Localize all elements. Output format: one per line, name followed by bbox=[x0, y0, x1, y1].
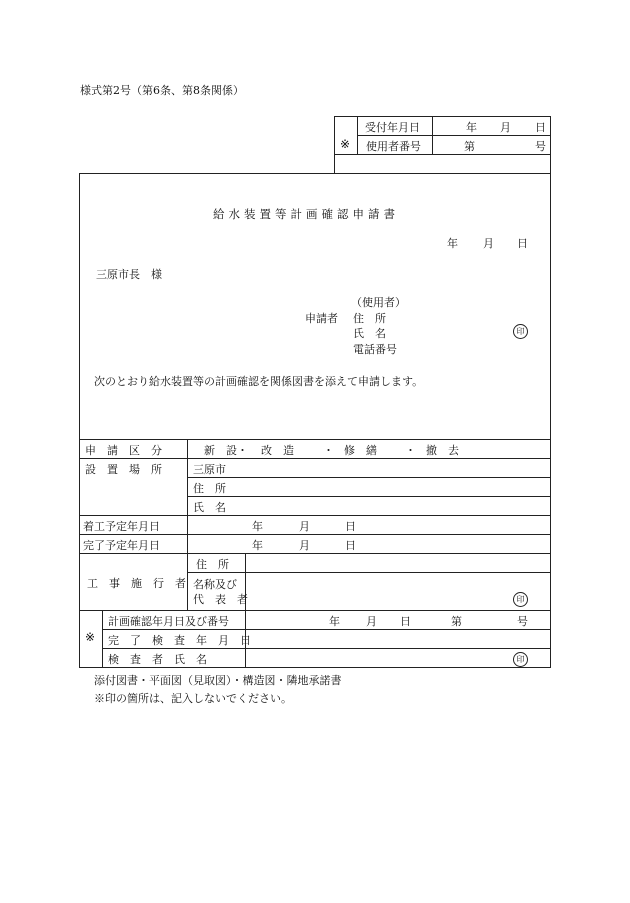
receipt-day: 日 bbox=[535, 121, 546, 134]
contractor-seal-mark: 印 bbox=[513, 592, 528, 607]
applicant-name-label: 氏 名 bbox=[353, 327, 386, 340]
finish-month: 月 bbox=[299, 539, 310, 552]
category-separator: ・ bbox=[405, 444, 416, 457]
start-date-label: 着工予定年月日 bbox=[83, 520, 160, 533]
plan-confirmation-label: 計画確認年月日及び番号 bbox=[108, 615, 229, 628]
contractor-name-label: 名称及び bbox=[193, 578, 237, 591]
location-label: 設 置 場 所 bbox=[85, 463, 162, 476]
user-label: （使用者） bbox=[351, 296, 406, 309]
plan-month: 月 bbox=[366, 615, 377, 628]
plan-day: 日 bbox=[400, 615, 411, 628]
receipt-year: 年 bbox=[466, 121, 477, 134]
plan-number-prefix: 第 bbox=[451, 615, 462, 628]
receipt-month: 月 bbox=[500, 121, 511, 134]
category-repair: 修 繕 bbox=[344, 444, 377, 457]
form-title: 給水装置等計画確認申請書 bbox=[213, 207, 399, 221]
statement: 次のとおり給水装置等の計画確認を関係図書を添えて申請します。 bbox=[94, 375, 424, 388]
applicant-phone-label: 電話番号 bbox=[353, 343, 397, 356]
start-day: 日 bbox=[345, 520, 356, 533]
user-number-prefix: 第 bbox=[464, 140, 475, 153]
application-day: 日 bbox=[517, 237, 528, 250]
inspector-seal-mark: 印 bbox=[513, 652, 528, 667]
office-mark: ※ bbox=[340, 137, 351, 151]
finish-year: 年 bbox=[252, 539, 263, 552]
applicant-address-label: 住 所 bbox=[353, 312, 386, 325]
start-year: 年 bbox=[252, 520, 263, 533]
location-value: 三原市 bbox=[193, 463, 226, 476]
owner-address-label: 住 所 bbox=[193, 482, 226, 495]
application-month: 月 bbox=[483, 237, 494, 250]
receipt-date-label: 受付年月日 bbox=[365, 121, 420, 134]
contractor-label: 工 事 施 行 者 bbox=[87, 577, 186, 590]
start-month: 月 bbox=[299, 520, 310, 533]
applicant-label: 申請者 bbox=[305, 312, 338, 325]
category-separator: ・ bbox=[323, 444, 334, 457]
applicant-seal-mark: 印 bbox=[513, 324, 528, 339]
contractor-address-label: 住 所 bbox=[196, 558, 229, 571]
category-new: 新 設・ bbox=[204, 444, 248, 457]
plan-year: 年 bbox=[329, 615, 340, 628]
inspection-date-label: 完 了 検 査 年 月 日 bbox=[108, 634, 251, 647]
user-number-label: 使用者番号 bbox=[366, 140, 421, 153]
plan-number-suffix: 号 bbox=[517, 615, 528, 628]
addressee: 三原市長 様 bbox=[96, 268, 162, 281]
category-remodel: 改 造 bbox=[261, 444, 294, 457]
category-label: 申 請 区 分 bbox=[85, 444, 162, 457]
finish-day: 日 bbox=[345, 539, 356, 552]
user-number-suffix: 号 bbox=[535, 140, 546, 153]
office-use-mark: ※ bbox=[85, 630, 96, 644]
contractor-representative-label: 代 表 者 bbox=[193, 593, 248, 606]
inspector-name-label: 検 査 者 氏 名 bbox=[108, 653, 207, 666]
owner-name-label: 氏 名 bbox=[193, 501, 226, 514]
attachments-note: 添付図書・平面図（見取図）・構造図・隣地承諾書 bbox=[94, 674, 342, 687]
office-use-note: ※印の箇所は、記入しないでください。 bbox=[94, 692, 292, 705]
application-year: 年 bbox=[447, 237, 458, 250]
category-removal: 撤 去 bbox=[426, 444, 459, 457]
form-id: 様式第2号（第6条、第8条関係） bbox=[80, 84, 244, 97]
finish-date-label: 完了予定年月日 bbox=[83, 539, 160, 552]
